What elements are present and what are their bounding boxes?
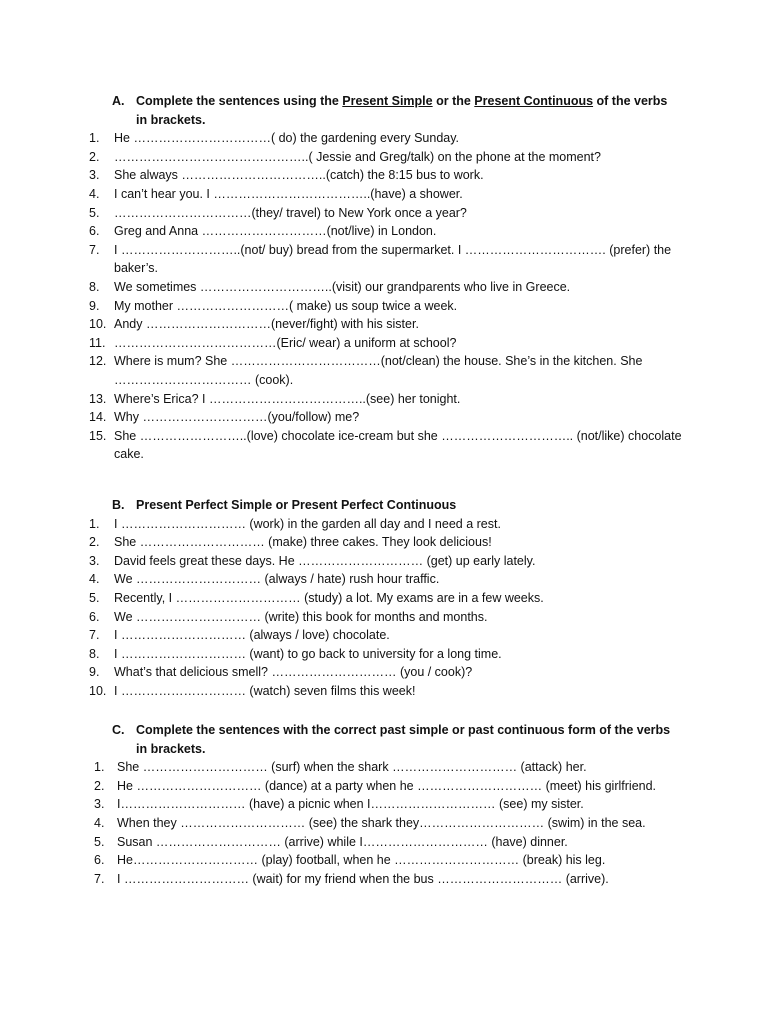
item-text: Recently, I ………………………… (study) a lot. My exams are in a few weeks.	[114, 590, 544, 605]
exercise-item	[0, 129, 684, 148]
item-text: He ………………………… (dance) at a party when he ………………………… (meet) his girlfriend.	[117, 778, 657, 793]
section-c-heading	[112, 721, 672, 758]
exercise-item	[0, 608, 684, 627]
item-text: She always ……………………………..(catch) the 8:15 bus to work.	[114, 168, 484, 183]
exercise-item	[0, 833, 687, 852]
item-number: 10.	[89, 683, 107, 698]
item-number: 8.	[89, 279, 100, 294]
section-c	[0, 721, 768, 888]
section-b-list	[0, 515, 768, 701]
exercise-item	[0, 682, 684, 701]
item-text: I………………………… (have) a picnic when I………………………… (see) my sister.	[117, 797, 584, 812]
exercise-item	[0, 204, 684, 223]
exercise-item	[0, 148, 684, 167]
section-b	[0, 496, 768, 701]
item-text: We sometimes …………………………..(visit) our grandparents who live in Greece.	[114, 279, 571, 294]
item-number: 9.	[89, 665, 100, 680]
item-text: Andy …………………………(never/fight) with his sister.	[114, 317, 419, 332]
item-number: 6.	[89, 609, 100, 624]
item-number: 7.	[89, 628, 100, 643]
item-number: 4.	[89, 186, 100, 201]
item-number: 4.	[94, 815, 105, 830]
item-number: 5.	[89, 590, 100, 605]
section-c-list	[0, 758, 768, 888]
item-text: …………………………………(Eric/ wear) a uniform at school?	[114, 335, 457, 350]
heading-a-present-continuous: Present Continuous	[474, 94, 594, 108]
item-number: 7.	[94, 871, 105, 886]
exercise-item	[0, 645, 684, 664]
item-number: 2.	[89, 535, 100, 550]
exercise-item	[0, 814, 687, 833]
exercise-item	[0, 390, 684, 409]
section-a-heading-text	[112, 92, 672, 129]
item-number: 8.	[89, 646, 100, 661]
item-text: Susan ………………………… (arrive) while I………………………… (have) dinner.	[117, 834, 568, 849]
section-c-heading-text: Complete the sentences with the correct past simple or past continuous form of the verbs in brackets.	[136, 723, 671, 756]
item-text: I ………………………… (wait) for my friend when the bus ………………………… (arrive).	[117, 871, 609, 886]
exercise-item	[0, 352, 684, 389]
heading-a-part-2: or the	[432, 94, 475, 108]
item-text: Where is mum? She ………………………………(not/clean) the house. She’s in the kitchen. She …………………………… (cook).	[114, 354, 643, 387]
section-b-heading-text: Present Perfect Simple or Present Perfect Continuous	[136, 498, 457, 512]
item-text: ……………………………(they/ travel) to New York once a year?	[114, 205, 467, 220]
section-b-letter: B.	[112, 498, 125, 512]
item-number: 3.	[89, 168, 100, 183]
section-b-heading	[112, 496, 672, 515]
section-a-heading	[112, 92, 672, 129]
item-number: 1.	[94, 760, 105, 775]
item-text: I can’t hear you. I ………………………………..(have) a shower.	[114, 186, 463, 201]
item-number: 6.	[89, 224, 100, 239]
item-text: I ………………………..(not/ buy) bread from the supermarket. I ……………………………. (prefer) the baker’s.	[114, 242, 672, 276]
item-number: 11.	[89, 335, 106, 350]
item-number: 2.	[89, 149, 100, 164]
exercise-item	[0, 589, 684, 608]
item-text: ………………………………………..( Jessie and Greg/talk) on the phone at the moment?	[114, 149, 601, 164]
heading-a-part-3: of the verbs in brackets.	[136, 94, 668, 127]
exercise-item	[0, 570, 684, 589]
item-text: She ………………………… (surf) when the shark ………………………… (attack) her.	[117, 760, 587, 775]
item-text: I ………………………… (work) in the garden all day and I need a rest.	[114, 516, 501, 531]
section-c-letter: C.	[112, 723, 125, 737]
section-a-list	[0, 129, 768, 464]
item-number: 5.	[89, 205, 100, 220]
exercise-item	[0, 795, 687, 814]
exercise-item	[0, 515, 684, 534]
exercise-item	[0, 777, 687, 796]
exercise-item	[0, 533, 684, 552]
section-a	[0, 92, 768, 464]
item-text: Where’s Erica? I ………………………………..(see) her tonight.	[114, 391, 461, 406]
item-number: 4.	[89, 572, 100, 587]
item-text: She ……………………..(love) chocolate ice-cream but she ………………………….. (not/like) chocolate cake.	[114, 428, 682, 462]
item-number: 13.	[89, 391, 107, 406]
exercise-item	[0, 222, 684, 241]
item-text: Why …………………………(you/follow) me?	[114, 410, 360, 425]
item-number: 15.	[89, 428, 107, 443]
item-text: I ………………………… (want) to go back to university for a long time.	[114, 646, 502, 661]
section-a-letter: A.	[112, 94, 125, 108]
exercise-item	[0, 334, 684, 353]
exercise-item	[0, 297, 684, 316]
heading-a-part-1: Complete the sentences using the	[136, 94, 343, 108]
item-number: 3.	[94, 797, 105, 812]
item-text: She ………………………… (make) three cakes. They look delicious!	[114, 535, 492, 550]
exercise-item	[0, 278, 684, 297]
item-text: My mother ………………………( make) us soup twice a week.	[114, 298, 458, 313]
exercise-item	[0, 408, 684, 427]
item-number: 10.	[89, 317, 107, 332]
exercise-item	[0, 758, 687, 777]
exercise-item	[0, 241, 684, 278]
exercise-item	[0, 663, 684, 682]
exercise-item	[0, 626, 684, 645]
item-text: He………………………… (play) football, when he ………………………… (break) his leg.	[117, 853, 606, 868]
item-number: 7.	[89, 242, 100, 257]
item-number: 2.	[94, 778, 105, 793]
exercise-item	[0, 851, 687, 870]
exercise-item	[0, 427, 684, 464]
item-text: I ………………………… (always / love) chocolate.	[114, 628, 390, 643]
item-text: We ………………………… (always / hate) rush hour traffic.	[114, 572, 440, 587]
item-text: When they ………………………… (see) the shark they………………………… (swim) in the sea.	[117, 815, 646, 830]
item-number: 14.	[89, 410, 107, 425]
item-text: Greg and Anna …………………………(not/live) in London.	[114, 224, 437, 239]
item-text: I ………………………… (watch) seven films this week!	[114, 683, 416, 698]
item-text: David feels great these days. He ………………………… (get) up early lately.	[114, 553, 536, 568]
item-text: What’s that delicious smell? ………………………… (you / cook)?	[114, 665, 473, 680]
exercise-item	[0, 552, 684, 571]
heading-a-present-simple: Present Simple	[342, 94, 433, 108]
exercise-item	[0, 166, 684, 185]
item-number: 1.	[89, 516, 100, 531]
item-number: 5.	[94, 834, 105, 849]
item-text: We ………………………… (write) this book for months and months.	[114, 609, 488, 624]
exercise-item	[0, 185, 684, 204]
item-number: 9.	[89, 298, 100, 313]
item-number: 12.	[89, 354, 107, 369]
item-number: 3.	[89, 553, 100, 568]
item-number: 1.	[89, 131, 100, 146]
exercise-item	[0, 870, 687, 889]
item-number: 6.	[94, 853, 105, 868]
exercise-item	[0, 315, 684, 334]
item-text: He ……………………………( do) the gardening every Sunday.	[114, 131, 460, 146]
